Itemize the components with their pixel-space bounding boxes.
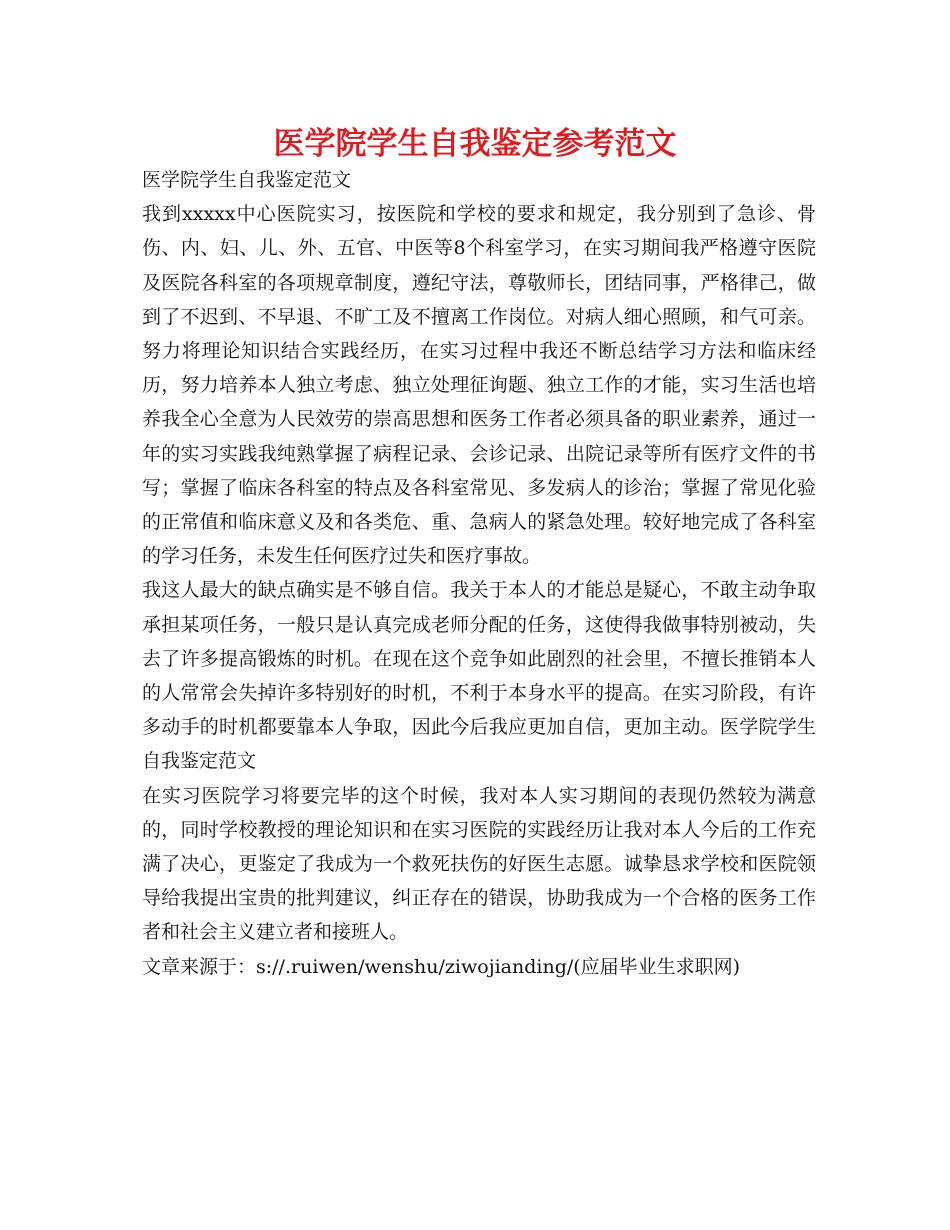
document-body — [142, 163, 816, 984]
paragraph-source: 文章来源于：s://.ruiwen/wenshu/ziwojianding/(应届毕业生求职网) — [142, 955, 741, 978]
paragraph-shortcomings: 我这人最大的缺点确实是不够自信。我关于本人的才能总是疑心，不敢主动争取承担某项任务，一般只是认真完成老师分配的任务，这使得我做事特别被动，失去了许多提高锻炼的时机。在现在这个竞争如此剧烈的社会里，不擅长推销本人的人常常会失掉许多特别好的时机，不利于本身水平的提高。在实习阶段，有许多动手的时机都要靠本人争取，因此今后我应更加自信，更加主动。医学院学生自我鉴定范文 — [142, 579, 816, 773]
document-title: 医学院学生自我鉴定参考范文 — [273, 126, 677, 162]
paragraph-conclusion: 在实习医院学习将要完毕的这个时候，我对本人实习期间的表现仍然较为满意的，同时学校教授的理论知识和在实习医院的实践经历让我对本人今后的工作充满了决心，更鉴定了我成为一个救死扶伤的好医生志愿。诚挚恳求学校和医院领导给我提出宝贵的批判建议，纠正存在的错误，协助我成为一个合格的医务工作者和社会主义建立者和接班人。 — [142, 784, 816, 944]
paragraph-internship: 我到xxxxx中心医院实习，按医院和学校的要求和规定，我分别到了急诊、骨伤、内、妇、儿、外、五官、中医等8个科室学习，在实习期间我严格遵守医院及医院各科室的各项规章制度，遵纪守法，尊敬师长，团结同事，严格律己，做到了不迟到、不早退、不旷工及不擅离工作岗位。对病人细心照顾，和气可亲。努力将理论知识结合实践经历，在实习过程中我还不断总结学习方法和临床经历，努力培养本人独立考虑、独立处理征询题、独立工作的才能，实习生活也培养我全心全意为人民效劳的崇高思想和医务工作者必须具备的职业素养，通过一年的实习实践我纯熟掌握了病程记录、会诊记录、出院记录等所有医疗文件的书写；掌握了临床各科室的特点及各科室常见、多发病人的诊治；掌握了常见化验的正常值和临床意义及和各类危、重、急病人的紧急处理。较好地完成了各科室的学习任务，未发生任何医疗过失和医疗事故。 — [142, 203, 816, 568]
document-subtitle: 医学院学生自我鉴定范文 — [142, 169, 352, 191]
